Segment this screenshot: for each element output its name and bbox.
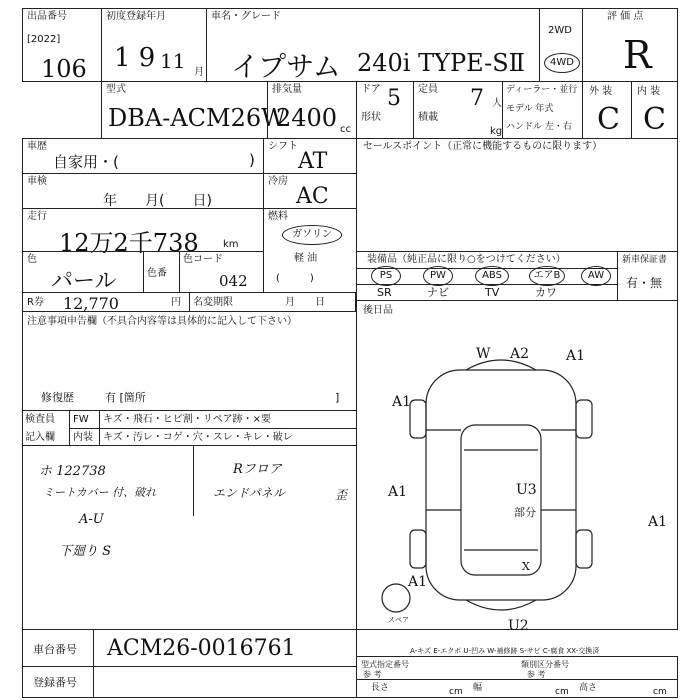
recycle-value: 12,770 [63, 294, 119, 313]
entry-label: 記入欄 [25, 432, 55, 443]
capacity-box [413, 81, 503, 139]
mark-x: X [522, 560, 530, 573]
shaken-value: 年 月( 日) [103, 193, 212, 209]
capacity-value: 7 [470, 86, 484, 111]
color-no-label: 色番 [147, 268, 167, 279]
entry-items: キズ・汚レ・コゲ・穴・スレ・キレ・破レ [103, 432, 293, 443]
class-label: 類別区分番号 [521, 660, 569, 669]
note-line2: ミートカバー 付、破れ [43, 486, 157, 499]
load-unit: kg [490, 126, 503, 137]
lot-number: 106 [41, 55, 87, 83]
color-value: パール [51, 269, 117, 294]
designated-label: 型式指定番号 [361, 660, 409, 669]
equip-tv: TV [485, 286, 500, 299]
warranty-box [617, 251, 678, 301]
car-name: イプサム [231, 50, 341, 83]
chassis-row [22, 629, 357, 667]
fuel-label: 燃料 [268, 211, 288, 222]
ref-label-1: 参 考 [363, 670, 382, 679]
spare-label: スペア [388, 616, 409, 624]
reg-month-unit: 月 [194, 67, 204, 78]
equip-ps [371, 266, 401, 286]
cm-2: cm [555, 687, 569, 697]
equip-abs [475, 266, 509, 286]
drive-box [539, 8, 583, 82]
history-row [22, 138, 264, 174]
shape-label: 形状 [361, 112, 381, 123]
history-close: ) [249, 151, 255, 169]
exterior-value: C [597, 102, 620, 137]
lot-year: [2022] [27, 34, 61, 45]
recycle-label: R券 [27, 297, 44, 308]
repair-close: ] [335, 391, 340, 404]
recycle-row [22, 292, 356, 312]
score-box [582, 8, 678, 82]
equip-ps-label: PS [379, 270, 393, 281]
fuel-diesel: 軽 油 [294, 253, 318, 264]
dealer-label: ディーラー・並行 [506, 85, 578, 95]
note-line4: 下廻り S [59, 544, 112, 559]
ac-value: AC [296, 184, 329, 209]
car-grade: 240i TYPE-SⅡ [357, 49, 525, 77]
color-code-label: 色コード [183, 254, 223, 265]
mark-w: W [476, 346, 491, 362]
fuel-gasoline: ガソリン [292, 229, 332, 240]
repair-value: 有 [箇所 [105, 391, 146, 404]
capacity-label: 定員 [418, 84, 438, 95]
shift-label: シフト [268, 141, 298, 152]
damage-legend: A-キズ E-エクボ U-凹み W-補修跡 S-サビ C-腐食 XX-交換済 [410, 647, 600, 655]
name-box [206, 8, 540, 82]
warranty-label: 新車保証書 [622, 255, 668, 265]
notes-box [22, 311, 357, 411]
mark-a1-left: A1 [392, 394, 412, 410]
inspector-value: FW [73, 414, 89, 425]
note-line3: A-U [79, 512, 104, 527]
history-value: 自家用・( [53, 153, 119, 171]
spec-footer [356, 656, 678, 698]
capacity-unit: 人 [492, 98, 502, 109]
mark-a1-rear: A1 [408, 574, 428, 590]
equip-sr: SR [377, 286, 392, 299]
drive-4wd-circled [544, 53, 580, 73]
inspector-items: キズ・飛石・ヒビ割・リペア跡・×要 [103, 414, 271, 425]
spare-tire [382, 584, 410, 612]
equipment-label: 装備品（純正品に限り○をつけてください） [367, 254, 566, 265]
color-row [22, 251, 264, 293]
mark-u3: U3 [516, 482, 537, 498]
drive-4wd: 4WD [550, 57, 574, 68]
inspection-box [22, 410, 357, 446]
handwritten-box [22, 445, 357, 630]
ac-label: 冷房 [268, 176, 288, 187]
lot-box [22, 8, 102, 82]
displacement-unit: cc [340, 124, 351, 135]
displacement-label: 排気量 [272, 84, 302, 95]
model-value: DBA-ACM26W [108, 104, 286, 132]
shift-value: AT [298, 149, 328, 174]
handle-label: ハンドル 左・右 [506, 122, 572, 132]
reg-no-label: 登録番号 [33, 676, 77, 689]
rear-items-label: 後日品 [363, 305, 393, 316]
color-label: 色 [27, 254, 37, 265]
displacement-box [267, 81, 357, 139]
note-line5: Rフロア [233, 462, 282, 477]
sales-label: セールスポイント（正常に機能するものに限ります） [363, 141, 603, 152]
cm-3: cm [653, 687, 667, 697]
notes-label: 注意事項申告欄（不具合内容等は具体的に記入して下さい） [27, 316, 297, 327]
equip-navi: ナビ [427, 286, 449, 299]
mark-a1-right: A1 [648, 514, 668, 530]
reg-label: 初度登録年月 [106, 11, 166, 22]
mark-part: 部分 [514, 506, 536, 519]
car-cabin [461, 425, 541, 575]
fuel-cell [263, 208, 357, 293]
reg-year: 1 9 [114, 43, 156, 73]
fuel-paren: ( ) [276, 273, 314, 284]
model-label: 型式 [106, 84, 126, 95]
equip-airbag [529, 266, 565, 286]
car-diagram [356, 330, 678, 630]
lot-label: 出品番号 [27, 11, 67, 22]
equip-airbag-label: エアB [533, 270, 561, 281]
equip-pw [423, 266, 453, 286]
repair-label: 修復歴 [41, 391, 74, 404]
reg-no-row [22, 666, 357, 698]
equip-leather: カワ [535, 286, 557, 299]
width-label: 幅 [473, 683, 483, 693]
mark-u2: U2 [508, 618, 529, 630]
shaken-row [22, 173, 264, 209]
ac-cell [263, 173, 357, 209]
displacement-value: 2400 [276, 104, 338, 132]
warranty-value: 有・無 [626, 276, 663, 290]
name-label: 車名・グレード [211, 11, 281, 22]
name-due-label: 名変期限 [193, 297, 233, 308]
model-year-label: モデル 年式 [506, 104, 554, 114]
height-label: 高さ [579, 683, 598, 693]
shift-cell [263, 138, 357, 174]
mileage-row [22, 208, 264, 257]
length-label: 長さ [371, 683, 390, 693]
reg-month: 11 [160, 49, 186, 73]
drive-2wd: 2WD [548, 25, 572, 36]
entry-sub: 内装 [73, 432, 93, 443]
equipment-box [356, 251, 618, 301]
reg-box [101, 8, 207, 82]
condition-box [582, 81, 678, 139]
doors-label: ドア [361, 84, 381, 95]
interior-label: 内 装 [637, 86, 661, 97]
note-line7: 歪 [335, 488, 348, 502]
equip-abs-label: ABS [482, 270, 502, 281]
score-label: 評 価 点 [607, 11, 644, 22]
dealer-box [502, 81, 583, 139]
mileage-unit: km [223, 239, 239, 250]
note-line1: ホ 122738 [39, 464, 106, 479]
doors-box [356, 81, 414, 139]
mileage-label: 走行 [27, 211, 47, 222]
car-body-outline [426, 370, 576, 600]
mark-a1-side: A1 [388, 484, 408, 500]
cm-1: cm [449, 687, 463, 697]
note-line6: エンドパネル [213, 486, 285, 500]
sales-box [356, 138, 678, 252]
inspector-label: 検査員 [25, 414, 55, 425]
mark-a1-front: A1 [566, 348, 586, 364]
name-due-value: 月 日 [285, 297, 325, 308]
equip-pw-label: PW [430, 270, 446, 281]
exterior-label: 外 装 [589, 86, 613, 97]
chassis-value: ACM26-0016761 [107, 636, 296, 661]
ref-label-2: 参 考 [527, 670, 546, 679]
load-label: 積載 [418, 112, 438, 123]
fuel-gasoline-circled [282, 225, 342, 245]
mark-a2: A2 [510, 346, 530, 362]
recycle-unit: 円 [171, 297, 181, 308]
model-box [101, 81, 286, 139]
shaken-label: 車検 [27, 176, 47, 187]
color-code-value: 042 [219, 272, 248, 290]
interior-value: C [643, 102, 666, 137]
score-value: R [623, 33, 652, 77]
equip-aw-label: AW [587, 270, 605, 281]
chassis-label: 車台番号 [33, 643, 77, 656]
history-label: 車歴 [27, 141, 47, 152]
equip-aw [581, 266, 611, 286]
doors-value: 5 [387, 86, 401, 111]
mileage-value: 12万2千738 [59, 229, 199, 257]
